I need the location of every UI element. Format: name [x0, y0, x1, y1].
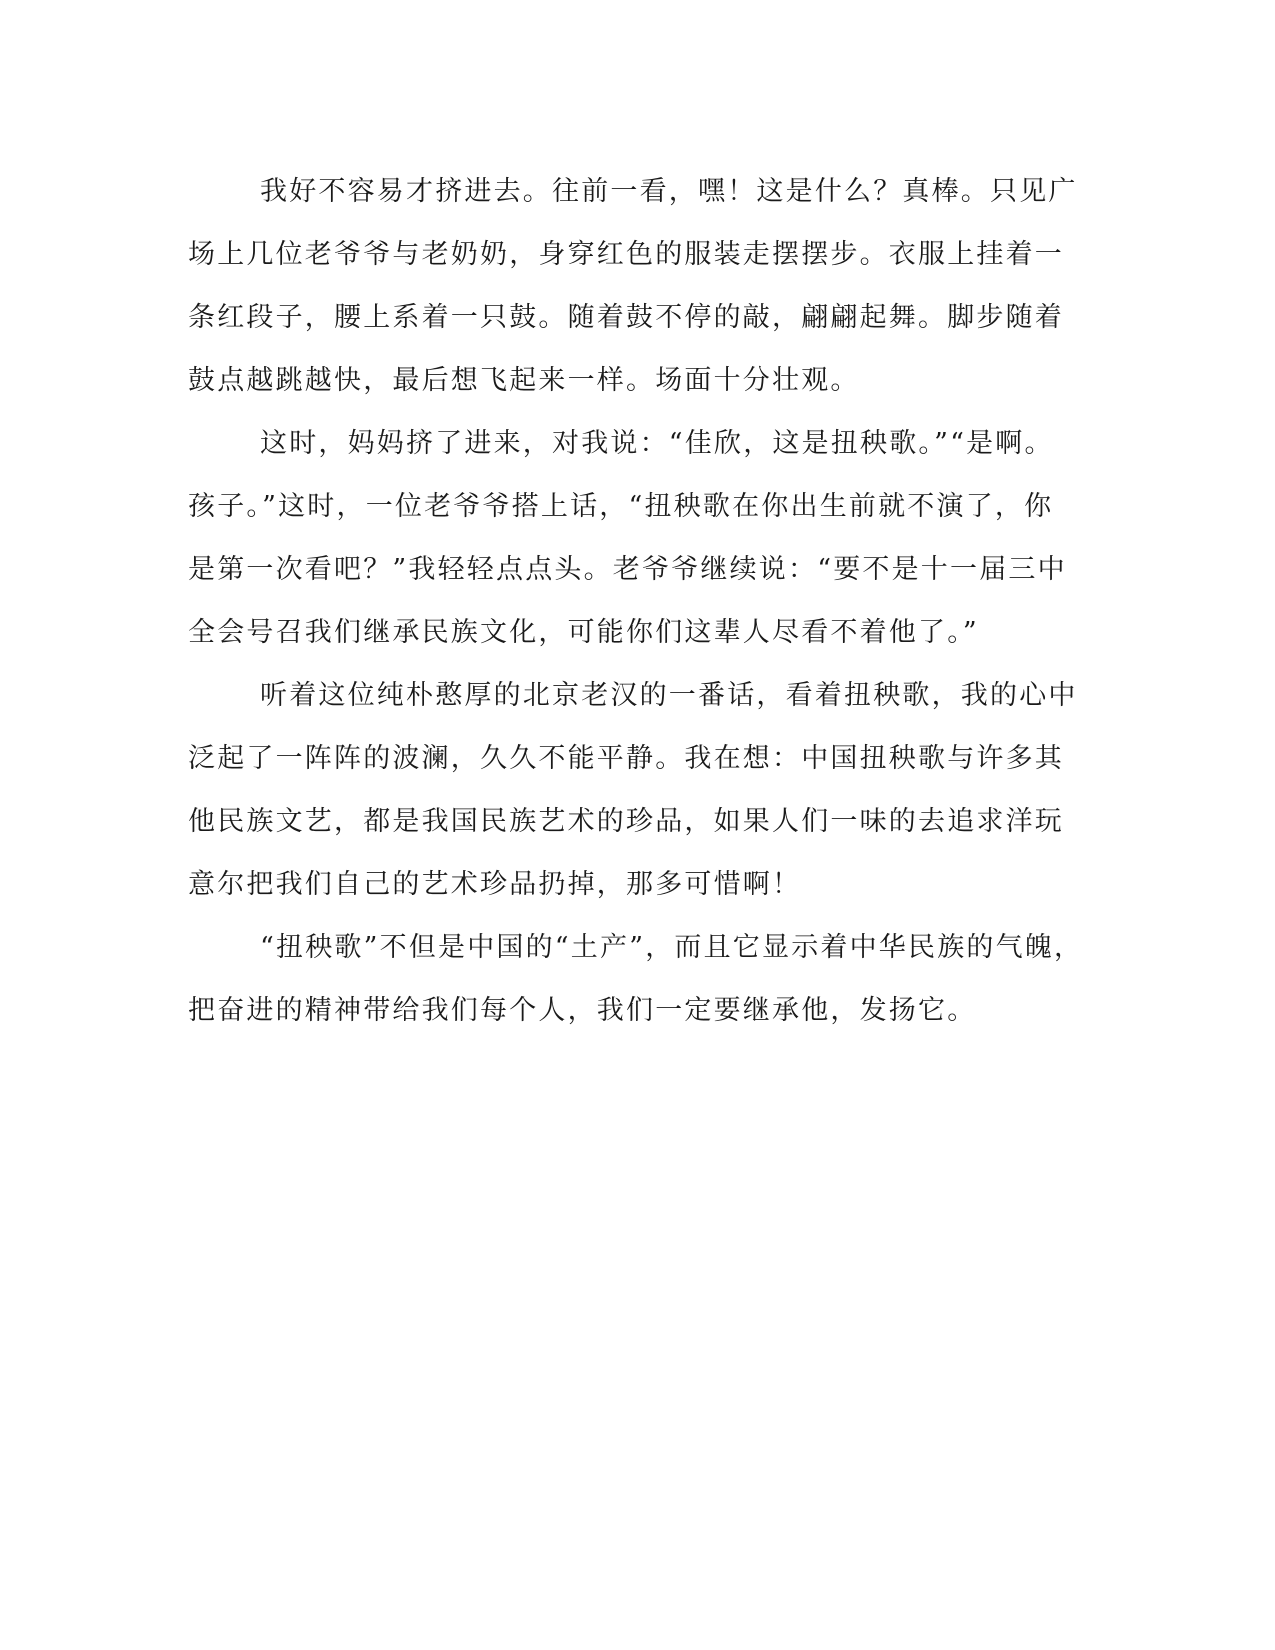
paragraph-line: 条红段子，腰上系着一只鼓。随着鼓不停的敲，翩翩起舞。脚步随着: [188, 302, 1064, 333]
document-body: [188, 160, 1084, 1042]
paragraph-4: [188, 916, 1084, 1042]
paragraph-line: “扭秧歌”不但是中国的“土产”，而且它显示着中华民族的气魄，: [260, 932, 1084, 963]
paragraph-line: 他民族文艺，都是我国民族艺术的珍品，如果人们一味的去追求洋玩: [188, 806, 1064, 837]
paragraph-line: 全会号召我们继承民族文化，可能你们这辈人尽看不着他了。”: [188, 617, 979, 648]
paragraph-3: [188, 664, 1078, 916]
paragraph-line: 把奋进的精神带给我们每个人，我们一定要继承他，发扬它。: [188, 995, 977, 1026]
paragraph-1: [188, 160, 1078, 412]
paragraph-line: 意尔把我们自己的艺术珍品扔掉，那多可惜啊！: [188, 869, 802, 900]
paragraph-line: 我好不容易才挤进去。往前一看，嘿！这是什么？真棒。只见广: [260, 176, 1078, 207]
paragraph-2: [188, 412, 1068, 664]
paragraph-line: 场上几位老爷爷与老奶奶，身穿红色的服装走摆摆步。衣服上挂着一: [188, 239, 1064, 270]
paragraph-line: 孩子。”这时，一位老爷爷搭上话，“扭秧歌在你出生前就不演了，你: [188, 491, 1054, 522]
paragraph-line: 听着这位纯朴憨厚的北京老汉的一番话，看着扭秧歌，我的心中: [260, 680, 1078, 711]
paragraph-line: 这时，妈妈挤了进来，对我说：“佳欣，这是扭秧歌。”“是啊。: [260, 428, 1054, 459]
paragraph-line: 鼓点越跳越快，最后想飞起来一样。场面十分壮观。: [188, 365, 860, 396]
paragraph-line: 是第一次看吧？”我轻轻点点头。老爷爷继续说：“要不是十一届三中: [188, 554, 1067, 585]
paragraph-line: 泛起了一阵阵的波澜，久久不能平静。我在想：中国扭秧歌与许多其: [188, 743, 1064, 774]
